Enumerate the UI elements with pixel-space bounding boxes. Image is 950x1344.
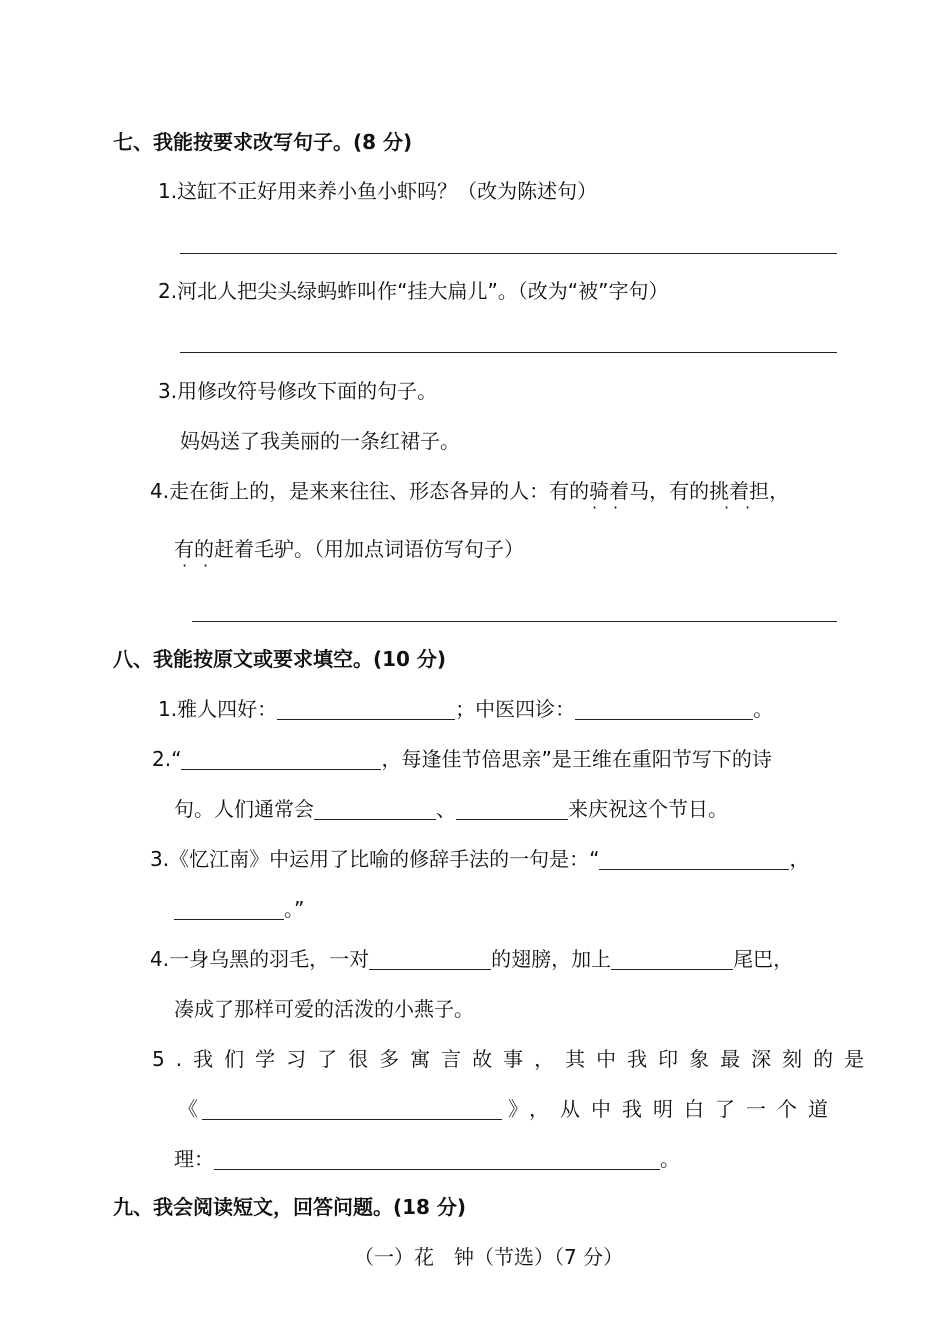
blank-8-2-b[interactable] xyxy=(314,799,436,820)
question-8-5-line2: 《 》，从中我明白了一个道 xyxy=(178,1097,839,1121)
question-7-4-line2: 有的赶着毛驴。（用加点词语仿写句子） xyxy=(174,537,524,561)
question-8-1: 1.雅人四好： ；中医四诊： 。 xyxy=(158,697,774,721)
answer-line-7-4[interactable] xyxy=(192,621,837,622)
blank-8-1-b[interactable] xyxy=(575,699,753,720)
blank-8-2-a[interactable] xyxy=(181,749,381,770)
question-8-5-line3: 理： 。 xyxy=(174,1147,680,1171)
blank-8-3-a[interactable] xyxy=(599,849,789,870)
question-8-4-line1: 4.一身乌黑的羽毛，一对 的翅膀，加上 尾巴， xyxy=(150,947,794,971)
emphasis-dot: · xyxy=(182,556,188,575)
question-7-2: 2.河北人把尖头绿蚂蚱叫作“挂大扁儿”。（改为“被”字句） xyxy=(158,279,669,303)
blank-8-1-a[interactable] xyxy=(277,699,455,720)
emphasis-dot: · xyxy=(613,498,619,517)
blank-8-4-a[interactable] xyxy=(369,949,491,970)
question-8-5-line1: 5.我们学习了很多寓言故事，其中我印象最深刻的是 xyxy=(152,1047,876,1071)
blank-8-5-b[interactable] xyxy=(214,1149,660,1170)
question-8-3-line2: 。” xyxy=(174,895,304,923)
question-8-4-line2: 凑成了那样可爱的活泼的小燕子。 xyxy=(174,997,474,1021)
question-7-3-sentence: 妈妈送了我美丽的一条红裙子。 xyxy=(180,429,460,453)
question-7-1: 1.这缸不正好用来养小鱼小虾吗？（改为陈述句） xyxy=(158,179,598,203)
question-7-3: 3.用修改符号修改下面的句子。 xyxy=(158,379,438,403)
passage-1-title: （一）花 钟（节选）（7 分） xyxy=(354,1245,624,1269)
question-7-4-line1: 4.走在街上的，是来来往往、形态各异的人：有的骑着马，有的挑着担， xyxy=(150,479,790,503)
question-8-2-line2: 句。人们通常会 、 来庆祝这个节日。 xyxy=(174,797,728,821)
blank-8-5-a[interactable] xyxy=(202,1099,502,1120)
emphasis-dot: · xyxy=(745,498,751,517)
emphasis-dot: · xyxy=(203,556,209,575)
answer-line-7-1[interactable] xyxy=(180,253,837,254)
question-8-3-line1: 3.《忆江南》中运用了比喻的修辞手法的一句是：“ ， xyxy=(150,847,810,871)
section-7-title: 七、我能按要求改写句子。(8 分) xyxy=(113,130,413,154)
blank-8-4-b[interactable] xyxy=(611,949,733,970)
blank-8-2-c[interactable] xyxy=(456,799,568,820)
answer-line-7-2[interactable] xyxy=(180,352,837,353)
section-8-title: 八、我能按原文或要求填空。(10 分) xyxy=(113,647,447,671)
blank-8-3-b[interactable] xyxy=(174,899,284,920)
emphasis-dot: · xyxy=(724,498,730,517)
emphasis-dot: · xyxy=(592,498,598,517)
question-8-2-line1: 2.“ ，每逢佳节倍思亲”是王维在重阳节写下的诗 xyxy=(152,747,772,771)
section-9-title: 九、我会阅读短文，回答问题。(18 分) xyxy=(113,1195,467,1219)
